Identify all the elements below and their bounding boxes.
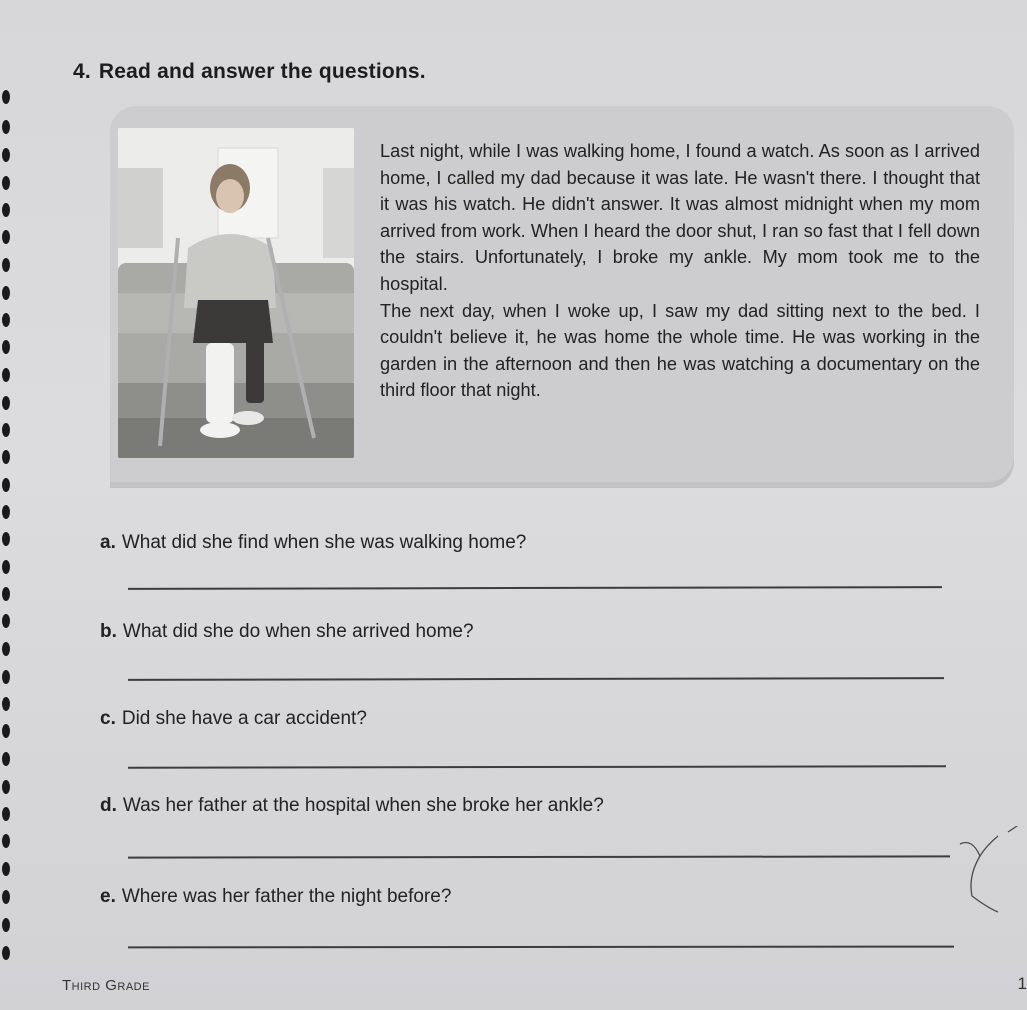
answer-line-c[interactable]	[128, 765, 946, 768]
binding-holes	[0, 90, 14, 990]
question-b	[100, 621, 474, 643]
exercise-number: 4.	[73, 60, 91, 83]
exercise-title	[73, 60, 426, 84]
question-a	[100, 532, 526, 554]
question-text: Did she have a car accident?	[121, 708, 367, 729]
question-label: e.	[100, 886, 116, 907]
page-number: 1	[1017, 974, 1027, 993]
story-paragraph-1: Last night, while I was walking home, I found a watch. As soon as I arrived home, I called my dad because it was late. He wasn't there. I thought that it was his watch. He didn't answer. It was almost midnight when my mom arrived from work. When I heard the door shut, I ran so fast that I fell down the stairs. Unfortunately, I broke my ankle. My mom took me to the hospital.	[380, 141, 980, 294]
question-d	[100, 795, 604, 817]
question-e	[100, 886, 451, 908]
question-label: a.	[100, 532, 116, 553]
page-top-bleed	[380, 0, 680, 8]
question-text: What did she find when she was walking home?	[121, 532, 527, 553]
question-label: c.	[100, 708, 116, 729]
girl-on-crutches-photo	[118, 128, 354, 458]
question-text: Was her father at the hospital when she broke her ankle?	[122, 795, 604, 816]
grade-footer: Third Grade	[62, 977, 150, 994]
story-paragraph-2: The next day, when I woke up, I saw my dad sitting next to the bed. I couldn't believe it, he was home the whole time. He was working in the garden in the afternoon and then he was watching a documentary on the third floor that night.	[380, 300, 980, 401]
question-label: b.	[100, 621, 117, 642]
answer-line-e[interactable]	[128, 946, 954, 948]
question-text: Where was her father the night before?	[121, 886, 452, 907]
exercise-instruction: Read and answer the questions.	[98, 60, 426, 83]
story-passage	[380, 138, 980, 404]
answer-line-a[interactable]	[128, 586, 942, 589]
answer-line-d[interactable]	[128, 855, 950, 858]
question-c	[100, 708, 367, 730]
question-text: What did she do when she arrived home?	[122, 621, 474, 642]
pencil-mark-icon	[958, 826, 1027, 916]
question-label: d.	[100, 795, 117, 816]
answer-line-b[interactable]	[128, 677, 944, 680]
